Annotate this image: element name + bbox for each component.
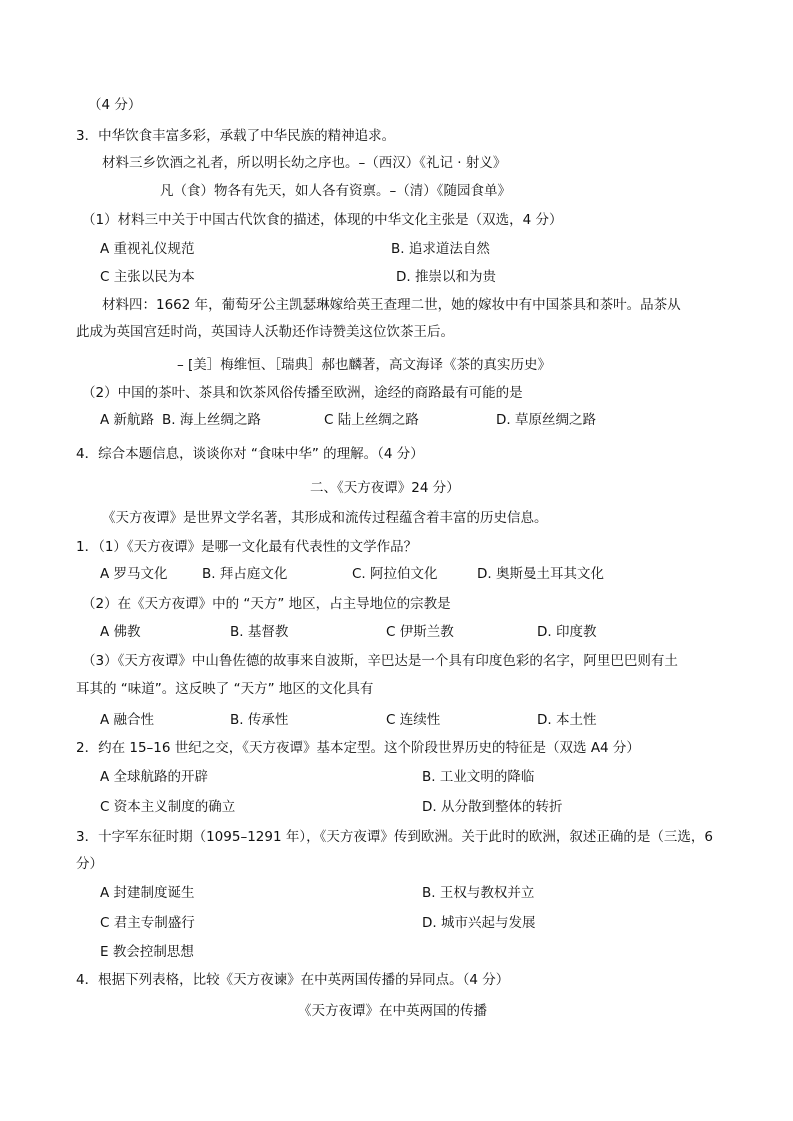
intro-text: 《天方夜谭》是世界文学名著，其形成和流传过程蕴含着丰富的历史信息。 — [102, 510, 548, 526]
question-heading: 4．综合本题信息，谈谈你对 “食味中华” 的理解。（4 分） — [76, 446, 424, 462]
option: B. 工业文明的降临 — [422, 769, 535, 785]
material-text: 此成为英国宫廷时尚，英国诗人沃勒还作诗赞美这位饮茶王后。 — [76, 324, 454, 340]
sub-question: （2）在《天方夜谭》中的 “天方” 地区，占主导地位的宗教是 — [82, 596, 451, 612]
option: C 伊斯兰教 — [386, 624, 454, 640]
option: E 教会控制思想 — [100, 944, 194, 960]
option: A 全球航路的开辟 — [100, 769, 209, 785]
question-heading: 分） — [76, 856, 103, 872]
question-heading: 1．（1）《天方夜谭》是哪一文化最有代表性的文学作品？ — [76, 539, 418, 555]
section-title: 二、《天方夜谭》24 分） — [310, 480, 460, 496]
option: A 重视礼仪规范 — [100, 241, 195, 257]
material-quote: 材料三乡饮酒之礼者，所以明长幼之序也。–（西汉）《礼记 · 射义》 — [102, 155, 507, 171]
question-heading: 2．约在 15–16 世纪之交，《天方夜谭》基本定型。这个阶段世界历史的特征是（双选 A4 分） — [76, 740, 640, 756]
table-caption: 《天方夜谭》在中英两国的传播 — [298, 1003, 487, 1019]
sub-question: 耳其的 “味道”。这反映了 “天方” 地区的文化具有 — [76, 681, 374, 697]
option: A 融合性 — [100, 712, 155, 728]
option: A 封建制度诞生 — [100, 885, 195, 901]
option: A 罗马文化 — [100, 566, 168, 582]
option: A 新航路 — [100, 412, 155, 428]
option: B. 拜占庭文化 — [202, 566, 288, 582]
option: D. 奥斯曼土耳其文化 — [477, 566, 604, 582]
question-heading: 3．十字军东征时期（1095–1291 年），《天方夜谭》传到欧洲。关于此时的欧洲，叙述正确的是（三选，6 — [76, 829, 713, 845]
option: D. 从分散到整体的转折 — [422, 799, 563, 815]
option: C 陆上丝绸之路 — [324, 412, 419, 428]
option: B. 王权与教权并立 — [422, 885, 535, 901]
option: D. 草原丝绸之路 — [496, 412, 596, 428]
score-note: （4 分） — [88, 97, 142, 113]
option: C 君主专制盛行 — [100, 915, 195, 931]
option: D. 城市兴起与发展 — [422, 915, 536, 931]
option: B. 海上丝绸之路 — [162, 412, 261, 428]
source-citation: – [美］梅维恒、［瑞典］郝也麟著，高文海译《茶的真实历史》 — [177, 357, 552, 373]
option: D. 本土性 — [537, 712, 597, 728]
sub-question: （1）材料三中关于中国古代饮食的描述，体现的中华文化主张是（双选，4 分） — [82, 212, 563, 228]
option: B. 追求道法自然 — [391, 241, 490, 257]
option: B. 传承性 — [230, 712, 289, 728]
option: D. 推崇以和为贵 — [396, 269, 496, 285]
option: C 资本主义制度的确立 — [100, 799, 236, 815]
option: C 连续性 — [386, 712, 441, 728]
sub-question: （3）《天方夜谭》中山鲁佐德的故事来自波斯，辛巴达是一个具有印度色彩的名字，阿里巴巴则有土 — [82, 653, 678, 669]
material-text: 材料四：1662 年，葡萄牙公主凯瑟琳嫁给英王查理二世，她的嫁妆中有中国茶具和茶叶。品茶从 — [102, 297, 681, 313]
question-heading: 3．中华饮食丰富多彩，承载了中华民族的精神追求。 — [76, 128, 396, 144]
question-heading: 4．根据下列表格，比较《天方夜谏》在中英两国传播的异同点。（4 分） — [76, 972, 510, 988]
material-quote: 凡（食）物各有先天，如人各有资禀。–（清）《随园食单》 — [160, 183, 511, 199]
option: C 主张以民为本 — [100, 269, 195, 285]
option: B. 基督教 — [230, 624, 289, 640]
option: A 佛教 — [100, 624, 141, 640]
sub-question: （2）中国的茶叶、茶具和饮茶风俗传播至欧洲，途经的商路最有可能的是 — [82, 385, 523, 401]
option: C. 阿拉伯文化 — [352, 566, 438, 582]
option: D. 印度教 — [537, 624, 597, 640]
